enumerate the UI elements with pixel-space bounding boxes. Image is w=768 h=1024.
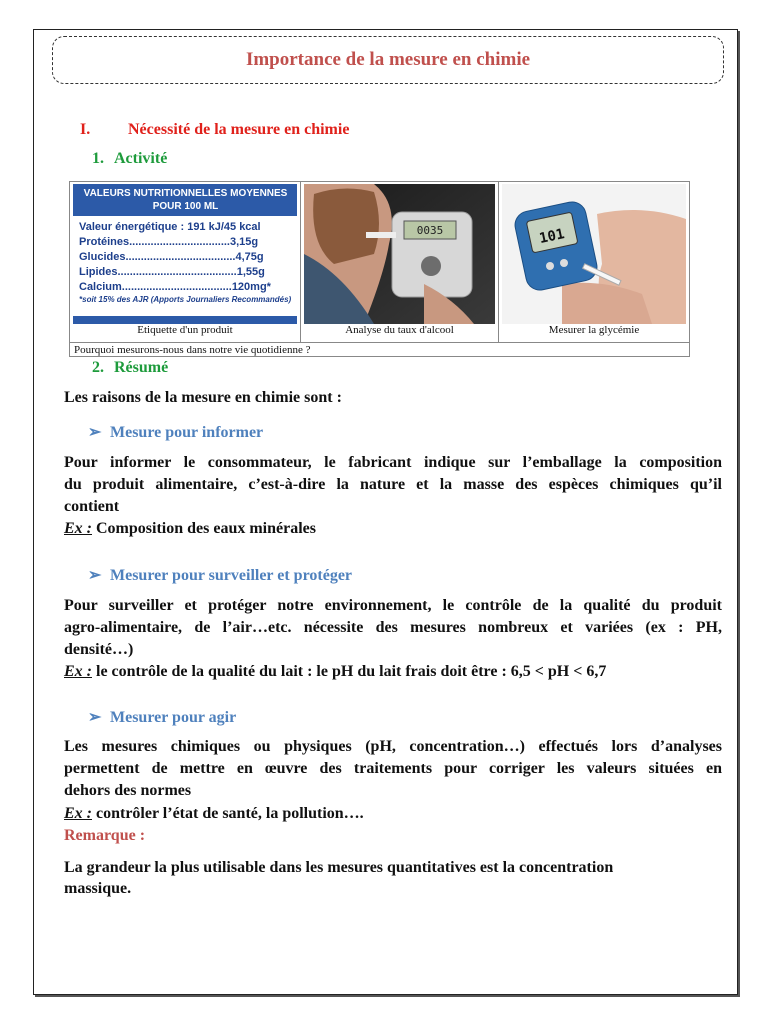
subsection-resume: [92, 359, 168, 377]
label-line: Glucides....................................4,75g: [79, 251, 264, 263]
section-number: I.: [80, 121, 91, 138]
example-text: le contrôle de la qualité du lait : le pH du lait frais doit être : 6,5 < pH < 6,7: [92, 663, 607, 680]
caption-alcohol: Analyse du taux d'alcool: [345, 324, 454, 336]
title-box: [52, 36, 724, 84]
intro-text: Les raisons de la mesure en chimie sont :: [64, 389, 342, 406]
arrow-bullet-icon: ➢: [88, 567, 102, 584]
table-question: Pourquoi mesurons-nous dans notre vie quotidienne ?: [70, 342, 689, 358]
section-label: Nécessité de la mesure en chimie: [128, 121, 350, 138]
bullet-heading-informer: [88, 422, 263, 442]
label-line: Calcium....................................120mg*: [79, 281, 271, 293]
arrow-bullet-icon: ➢: [88, 709, 102, 726]
nutrition-label-image: [73, 184, 297, 324]
bullet-heading-surveiller: [88, 565, 352, 585]
label-header-1: VALEURS NUTRITIONNELLES MOYENNES: [83, 188, 288, 199]
glucose-meter-image: [502, 184, 686, 324]
example-line: [64, 661, 722, 683]
table-cell-glucose: [499, 182, 689, 342]
paragraph-line: du produit alimentaire, c’est-à-dire la nature et la masse des espèces chimiques qu’il: [64, 476, 722, 493]
page-title: Importance de la mesure en chimie: [245, 49, 531, 70]
caption-label: Etiquette d'un produit: [137, 324, 233, 336]
paragraph-line: densité…): [64, 641, 134, 658]
example-label: Ex :: [64, 805, 92, 822]
bullet-heading-label: Mesurer pour surveiller et protéger: [110, 567, 353, 584]
example-label: Ex :: [64, 520, 92, 537]
paragraph-line: contient: [64, 498, 120, 515]
paragraph-line: dehors des normes: [64, 782, 192, 799]
remarque-heading: Remarque :: [64, 827, 146, 844]
breathalyzer-image: [304, 184, 495, 324]
paragraph-line: permettent de mettre en œuvre des traitements pour corriger les valeurs situées en: [64, 760, 722, 777]
paragraph-line: Pour surveiller et protéger notre environnement, le contrôle de la qualité du produit: [64, 597, 722, 614]
subsection-activite: [92, 150, 167, 168]
glucose-display-text: 101: [537, 226, 566, 248]
label-line: Valeur énergétique : 191 kJ/45 kcal: [79, 221, 261, 233]
activity-table: [69, 181, 690, 357]
bullet-heading-label: Mesure pour informer: [110, 424, 264, 441]
bullet-heading-agir: [88, 707, 236, 727]
paragraph-line: Pour informer le consommateur, le fabricant indique sur l’emballage la composition: [64, 454, 722, 471]
table-cell-label: [70, 182, 301, 342]
example-label: Ex :: [64, 663, 92, 680]
breath-display-text: 0035: [416, 224, 444, 237]
example-line: [64, 518, 722, 540]
subsection-number: 2.: [92, 359, 104, 376]
caption-glucose: Mesurer la glycémie: [548, 324, 640, 336]
conclusion-line: massique.: [64, 880, 132, 897]
bullet-heading-label: Mesurer pour agir: [110, 709, 237, 726]
subsection-number: 1.: [92, 150, 104, 167]
label-line: Protéines.................................3,15g: [79, 236, 259, 248]
example-line: [64, 803, 722, 825]
conclusion-line: La grandeur la plus utilisable dans les mesures quantitatives est la concentration: [64, 859, 614, 876]
table-cell-alcohol: [301, 182, 499, 342]
example-text: contrôler l’état de santé, la pollution….: [92, 805, 364, 822]
paragraph-line: Les mesures chimiques ou physiques (pH, concentration…) effectués lors d’analyses: [64, 738, 722, 755]
arrow-bullet-icon: ➢: [88, 424, 102, 441]
paragraph-line: agro-alimentaire, de l’air…etc. nécessite des mesures nombreux et variées (ex : PH,: [64, 619, 722, 636]
label-line: Lipides.......................................1,55g: [79, 266, 265, 278]
example-text: Composition des eaux minérales: [92, 520, 316, 537]
section-heading-1: [80, 121, 349, 139]
label-header-2: POUR 100 ML: [152, 201, 219, 212]
subsection-label: Résumé: [114, 359, 169, 376]
label-line: *soit 15% des AJR (Apports Journaliers Recommandés): [79, 295, 292, 304]
subsection-label: Activité: [114, 150, 168, 167]
